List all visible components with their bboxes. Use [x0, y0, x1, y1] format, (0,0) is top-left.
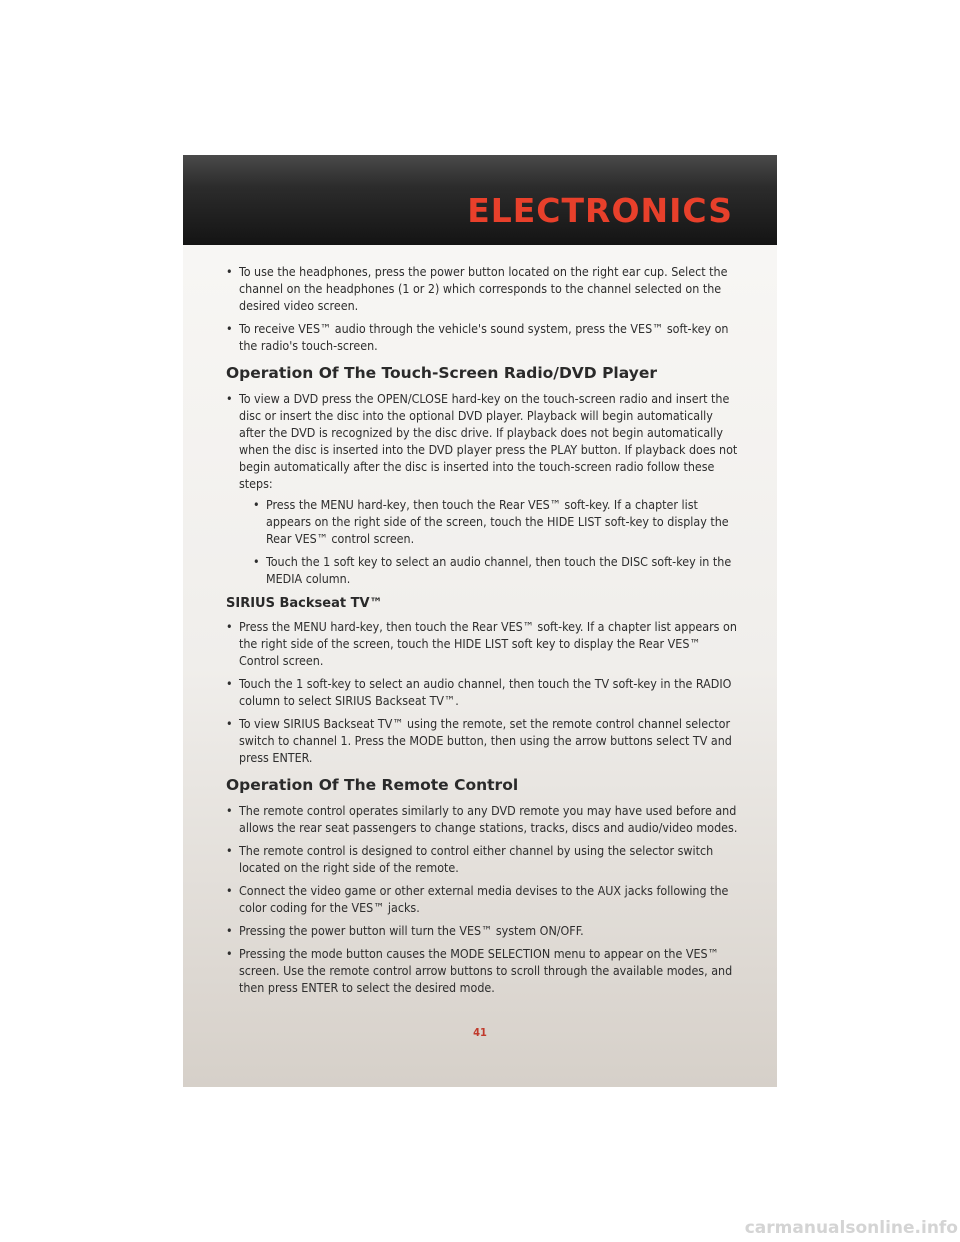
list-item: • The remote control operates similarly to any DVD remote you may have used before and allows the rear seat passengers to change stations, tracks, discs and audio/video modes. — [226, 802, 738, 836]
list-item-text: To view a DVD press the OPEN/CLOSE hard-key on the touch-screen radio and insert the disc or insert the disc into the optional DVD player. Playback will begin automatically after the DVD is recognized by the disc drive. If playback does not begin automatically when the disc is inserted into the DVD player press the PLAY button. If playback does not begin automatically after the disc is inserted into the touch-screen radio follow these steps: — [239, 391, 738, 491]
sub-list-item: • Press the MENU hard-key, then touch the Rear VES™ soft-key. If a chapter list appears on the right side of the screen, touch the HIDE LIST soft-key to display the Rear VES™ control screen. — [239, 496, 738, 547]
list-item: • Pressing the power button will turn the VES™ system ON/OFF. — [226, 922, 738, 939]
touch-screen-list — [226, 390, 738, 587]
section-heading-touch-screen: Operation Of The Touch-Screen Radio/DVD Player — [226, 364, 657, 382]
list-item: • Press the MENU hard-key, then touch the Rear VES™ soft-key. If a chapter list appears on the right side of the screen, touch the HIDE LIST soft key to display the Rear VES™ Control screen. — [226, 618, 738, 669]
section-title: ELECTRONICS — [467, 191, 733, 230]
list-item: • Touch the 1 soft-key to select an audio channel, then touch the TV soft-key in the RADIO column to select SIRIUS Backseat TV™. — [226, 675, 738, 709]
page-number: 41 — [473, 1026, 487, 1039]
sirius-list — [226, 618, 738, 766]
list-item: • The remote control is designed to control either channel by using the selector switch located on the right side of the remote. — [226, 842, 738, 876]
manual-page — [183, 155, 777, 1087]
remote-list — [226, 802, 738, 996]
section-heading-sirius: SIRIUS Backseat TV™ — [226, 596, 383, 611]
watermark: carmanualsonline.info — [744, 1218, 958, 1238]
list-item — [226, 390, 738, 587]
page-content — [226, 263, 738, 1002]
page-header — [183, 155, 777, 245]
sub-list — [239, 496, 738, 587]
list-item: • To view SIRIUS Backseat TV™ using the remote, set the remote control channel selector switch to channel 1. Press the MODE button, then using the arrow buttons select TV and press ENTER. — [226, 715, 738, 766]
list-item: • Connect the video game or other external media devises to the AUX jacks following the color coding for the VES™ jacks. — [226, 882, 738, 916]
list-item: • To use the headphones, press the power button located on the right ear cup. Select the channel on the headphones (1 or 2) which corresponds to the channel selected on the desired video screen. — [226, 263, 738, 314]
section-heading-remote: Operation Of The Remote Control — [226, 776, 519, 794]
list-item: • Pressing the mode button causes the MODE SELECTION menu to appear on the VES™ screen. Use the remote control arrow buttons to scroll through the available modes, and then press ENTER to select the desired mode. — [226, 945, 738, 996]
intro-list — [226, 263, 738, 354]
list-item: • To receive VES™ audio through the vehicle's sound system, press the VES™ soft-key on the radio's touch-screen. — [226, 320, 738, 354]
sub-list-item: • Touch the 1 soft key to select an audio channel, then touch the DISC soft-key in the MEDIA column. — [239, 553, 738, 587]
